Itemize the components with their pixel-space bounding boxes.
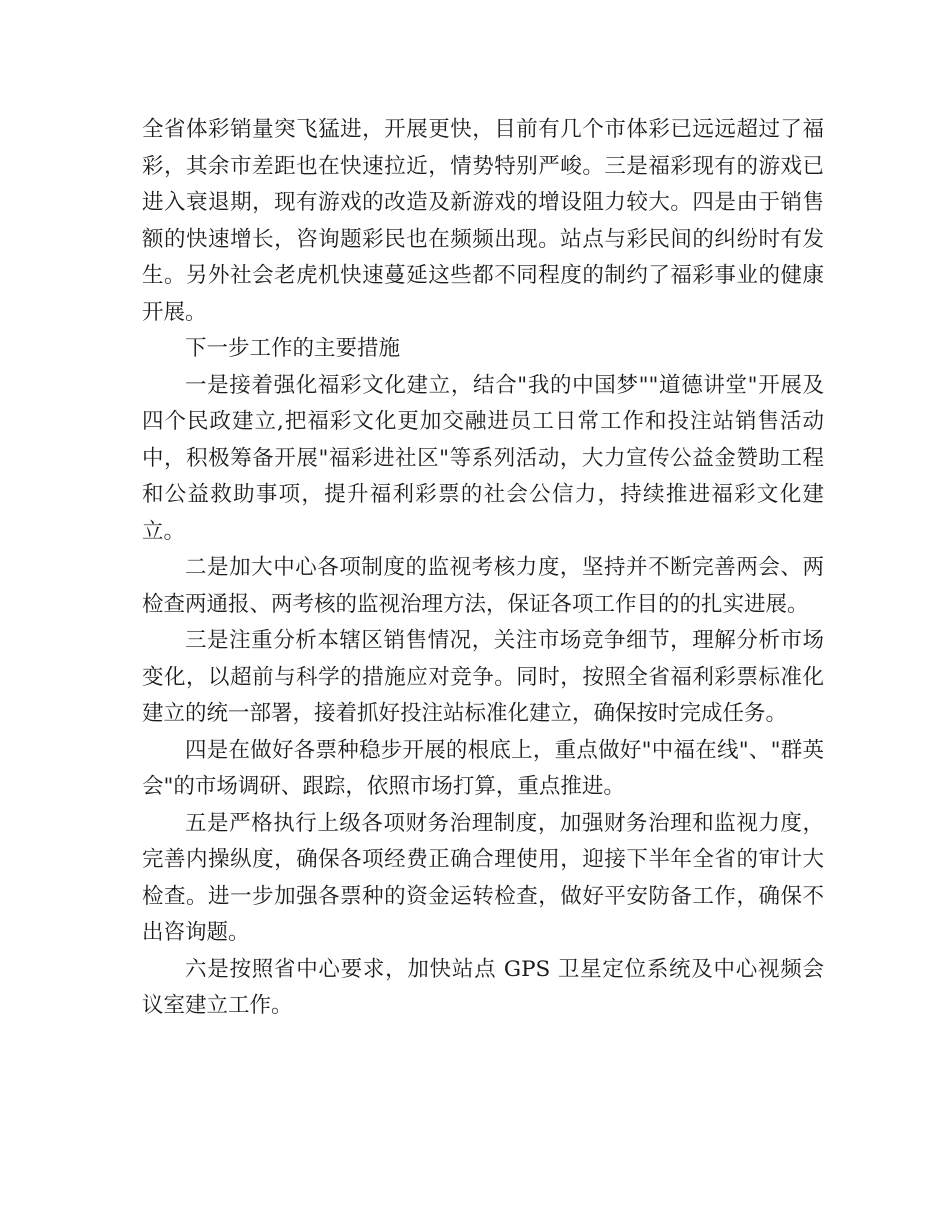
paragraph-measure-5: 五是严格执行上级各项财务治理制度，加强财务治理和监视力度，完善内操纵度，确保各项经费正确合理使用，迎接下半年全省的审计大检查。进一步加强各票种的资金运转检查，做好平安防备工作，确保不出咨询题。 (142, 810, 824, 945)
section-heading-next-steps: 下一步工作的主要措施 (185, 336, 401, 361)
paragraph-measure-2: 二是加大中心各项制度的监视考核力度，坚持并不断完善两会、两检查两通报、两考核的监视治理方法，保证各项工作目的的扎实进展。 (142, 555, 824, 617)
paragraph-measure-4: 四是在做好各票种稳步开展的根底上，重点做好"中福在线"、"群英会"的市场调研、跟踪，依照市场打算，重点推进。 (142, 737, 824, 799)
document-body (142, 112, 824, 1025)
paragraph-continuation: 全省体彩销量突飞猛进，开展更快，目前有几个市体彩已远远超过了福彩，其余市差距也在快速拉近，情势特别严峻。三是福彩现有的游戏已进入衰退期，现有游戏的改造及新游戏的增设阻力较大。四是由于销售额的快速增长，咨询题彩民也在频频出现。站点与彩民间的纠纷时有发生。另外社会老虎机快速蔓延这些都不同程度的制约了福彩事业的健康开展。 (142, 117, 824, 325)
paragraph-measure-1: 一是接着强化福彩文化建立，结合"我的中国梦""道德讲堂"开展及四个民政建立,把福彩文化更加交融进员工日常工作和投注站销售活动中，积极筹备开展"福彩进社区"等系列活动，大力宣传公益金赞助工程和公益救助事项，提升福利彩票的社会公信力，持续推进福彩文化建立。 (142, 372, 824, 544)
paragraph-measure-3: 三是注重分析本辖区销售情况，关注市场竞争细节，理解分析市场变化，以超前与科学的措施应对竞争。同时，按照全省福利彩票标准化建立的统一部署，接着抓好投注站标准化建立，确保按时完成任务。 (142, 628, 824, 726)
paragraph-measure-6: 六是按照省中心要求，加快站点 GPS 卫星定位系统及中心视频会议室建立工作。 (142, 956, 824, 1018)
